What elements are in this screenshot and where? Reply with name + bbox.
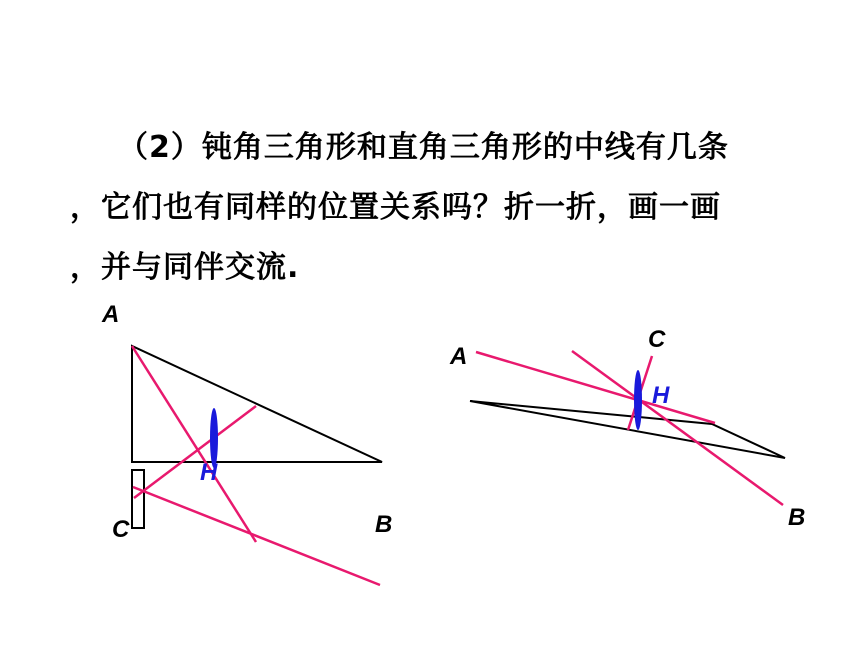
right-triangle-figure — [101, 301, 392, 585]
centroid-label-h: H — [200, 459, 218, 486]
median-line-to-c — [134, 406, 256, 498]
vertex-label-c: C — [648, 326, 666, 353]
median-line-to-b — [133, 487, 380, 585]
question-text-line-1: （2）钝角三角形和直角三角形的中线有几条 — [118, 130, 729, 165]
vertex-label-a: A — [102, 301, 120, 328]
obtuse-triangle-figure — [449, 326, 805, 531]
vertex-label-b: B — [788, 504, 806, 531]
vertex-label-a: A — [450, 343, 468, 370]
median-line-to-b — [572, 351, 783, 505]
centroid-label-h: H — [652, 382, 670, 409]
vertex-label-c: C — [112, 516, 130, 543]
centroid-marker — [634, 370, 642, 430]
question-text-line-2: ，它们也有同样的位置关系吗？折一折，画一画 — [70, 190, 721, 225]
question-text-line-3: ，并与同伴交流. — [70, 250, 300, 285]
vertex-label-b: B — [375, 511, 393, 538]
right-angle-mark — [132, 470, 144, 528]
